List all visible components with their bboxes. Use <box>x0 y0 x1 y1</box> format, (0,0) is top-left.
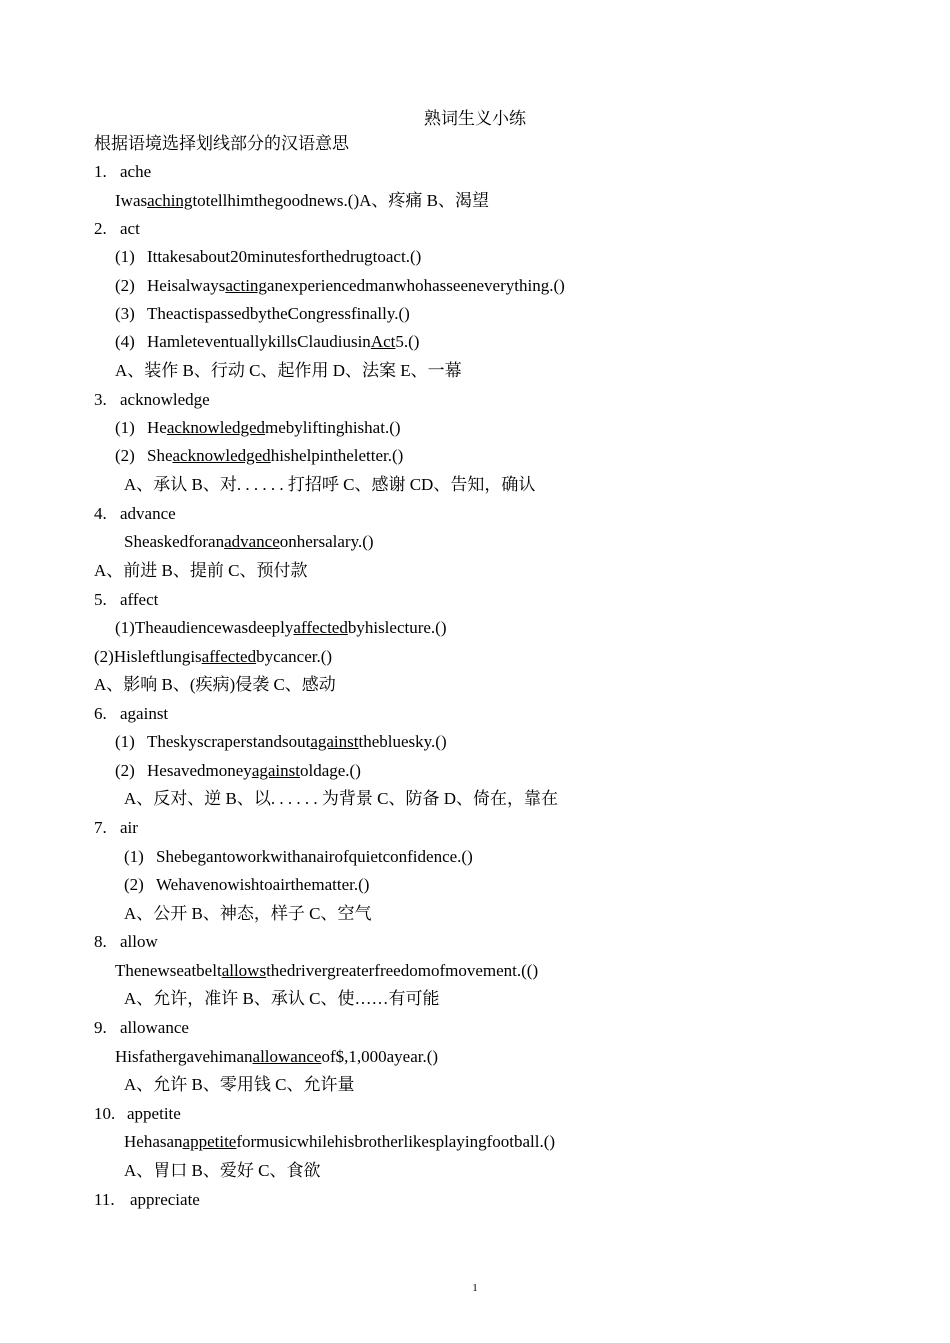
example-sentence: (2) Wehavenowishtoairthematter.() <box>124 875 370 894</box>
underlined-word: acknowledged <box>166 418 266 437</box>
item-word: allow <box>120 932 158 951</box>
item-heading <box>94 1103 181 1125</box>
underlined-word: against <box>251 761 300 780</box>
answer-options: A、影响 B、(疾病)侵袭 C、感动 <box>94 675 336 694</box>
answer-options: A、前进 B、提前 C、预付款 <box>94 561 308 580</box>
underlined-word: Act <box>370 332 396 351</box>
example-sentence: (2)Hisleftlungisaffectedbycancer.() <box>94 647 333 666</box>
example-sentence: (2) Hesavedmoneyagainstoldage.() <box>115 761 361 780</box>
page-title: 熟词生义小练 <box>424 109 526 128</box>
example-sentence: Iwasachingtotellhimthegoodnews.()A、疼痛 B、渴望 <box>115 191 489 210</box>
item-number: 6. <box>94 704 107 723</box>
example-sentence: (2) Sheacknowledgedhishelpintheletter.() <box>115 446 404 465</box>
underlined-word: affected <box>201 647 257 666</box>
example-sentence: Hehasanappetiteformusicwhilehisbrotherlikesplayingfootball.() <box>124 1132 556 1151</box>
item-number: 5. <box>94 590 107 609</box>
item-word: ache <box>120 162 152 181</box>
example-sentence: Sheaskedforanadvanceonhersalary.() <box>124 532 374 551</box>
answer-options: A、反对、逆 B、以. . . . . . 为背景 C、防备 D、倚在，靠在 <box>124 789 558 808</box>
example-sentence: (4) HamleteventuallykillsClaudiusinAct5.() <box>115 332 420 351</box>
example-sentence: (2) Heisalwaysactinganexperiencedmanwhohasseeneverything.() <box>115 276 565 295</box>
underlined-word: allowance <box>252 1047 322 1066</box>
item-number: 11. <box>94 1190 115 1209</box>
page-number: 1 <box>472 1282 478 1294</box>
item-number: 10. <box>94 1104 116 1123</box>
item-number: 4. <box>94 504 107 523</box>
example-sentence: (1) Shebegantoworkwithanairofquietconfidence.() <box>124 847 473 866</box>
item-heading <box>94 931 158 953</box>
underlined-word: acknowledged <box>172 446 271 465</box>
item-word: affect <box>120 590 159 609</box>
item-number: 3. <box>94 390 107 409</box>
example-sentence: (1) Heacknowledgedmebyliftinghishat.() <box>115 418 401 437</box>
item-heading <box>94 218 140 240</box>
example-sentence: (3) TheactispassedbytheCongressfinally.() <box>115 304 410 323</box>
item-number: 2. <box>94 219 107 238</box>
instruction: 根据语境选择划线部分的汉语意思 <box>94 134 349 153</box>
item-word: act <box>120 219 140 238</box>
item-heading <box>94 161 151 183</box>
underlined-word: against <box>310 732 359 751</box>
item-number: 8. <box>94 932 107 951</box>
item-heading <box>94 1017 189 1039</box>
item-word: acknowledge <box>120 390 210 409</box>
item-heading <box>94 817 138 839</box>
answer-options: A、允许 B、零用钱 C、允许量 <box>124 1075 355 1094</box>
item-word: advance <box>120 504 176 523</box>
item-heading <box>94 703 168 725</box>
answer-options: A、承认 B、对. . . . . . 打招呼 C、感谢 CD、告知，确认 <box>124 475 536 494</box>
underlined-word: aching <box>147 191 193 210</box>
item-heading <box>94 503 176 525</box>
item-number: 7. <box>94 818 107 837</box>
underlined-word: acting <box>225 276 267 295</box>
item-word: allowance <box>120 1018 189 1037</box>
example-sentence: Thenewseatbeltallowsthedrivergreaterfreedomofmovement.(() <box>115 961 539 980</box>
item-word: against <box>120 704 169 723</box>
item-heading <box>94 389 210 411</box>
item-number: 9. <box>94 1018 107 1037</box>
example-sentence: (1) Ittakesabout20minutesforthedrugtoact.() <box>115 247 422 266</box>
item-heading <box>94 589 158 611</box>
answer-options: A、允许，准许 B、承认 C、使……有可能 <box>124 989 440 1008</box>
item-word: appetite <box>127 1104 181 1123</box>
item-heading <box>94 1189 200 1211</box>
item-word: appreciate <box>130 1190 200 1209</box>
example-sentence: (1) Theskyscraperstandsoutagainstthebluesky.() <box>115 732 447 751</box>
item-word: air <box>120 818 138 837</box>
answer-options: A、公开 B、神态，样子 C、空气 <box>124 904 372 923</box>
example-sentence: (1)Theaudiencewasdeeplyaffectedbyhislecture.() <box>115 618 447 637</box>
example-sentence: Hisfathergavehimanallowanceof$,1,000ayear.() <box>115 1047 439 1066</box>
underlined-word: affected <box>293 618 348 637</box>
item-number: 1. <box>94 162 107 181</box>
answer-options: A、胃口 B、爱好 C、食欲 <box>124 1161 321 1180</box>
underlined-word: allows <box>221 961 267 980</box>
underlined-word: advance <box>224 532 280 551</box>
answer-options: A、装作 B、行动 C、起作用 D、法案 E、一幕 <box>115 361 462 380</box>
underlined-word: appetite <box>182 1132 237 1151</box>
